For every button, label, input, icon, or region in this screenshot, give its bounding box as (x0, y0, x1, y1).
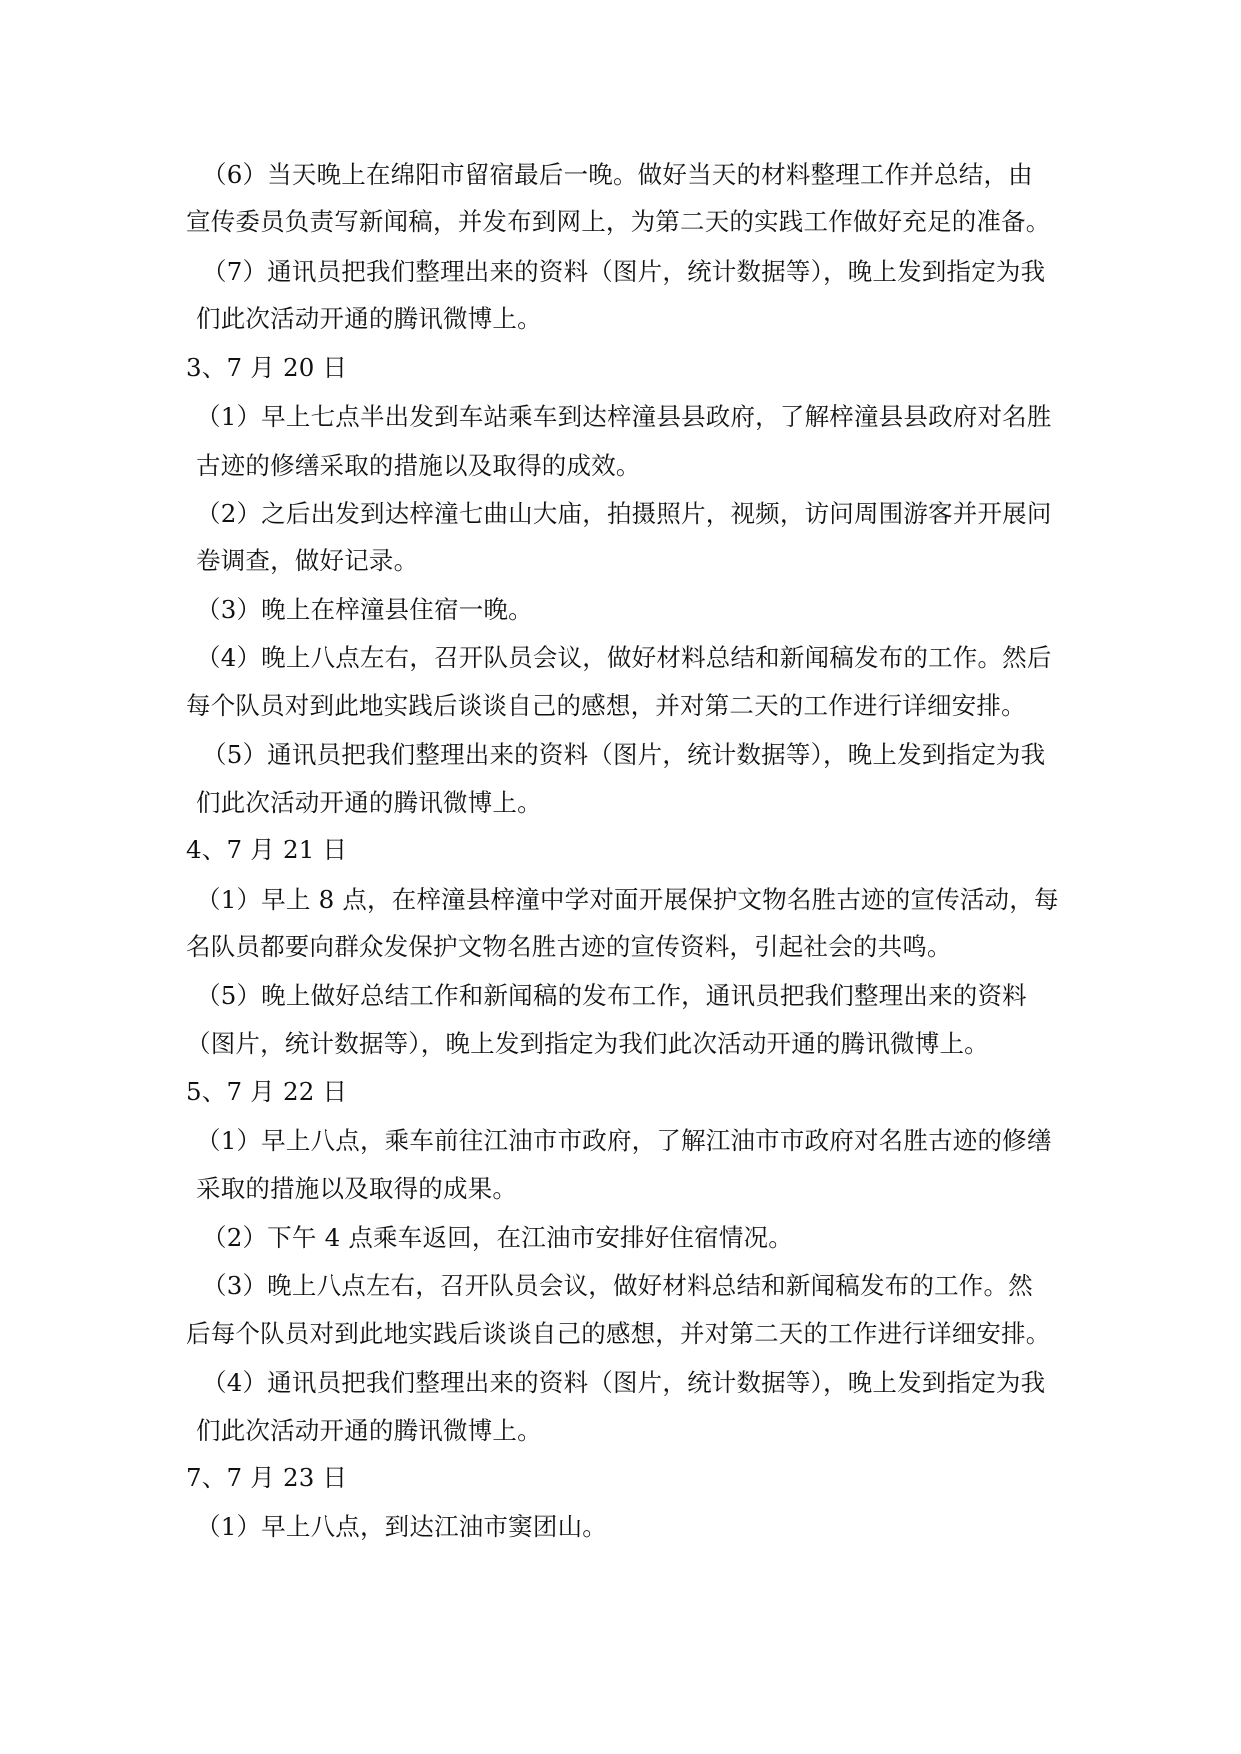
text-line: （4）晚上八点左右，召开队员会议，做好材料总结和新闻稿发布的工作。然后 (196, 643, 1052, 672)
text-line: （1）早上八点，乘车前往江油市市政府，了解江油市市政府对名胜古迹的修缮 (196, 1126, 1052, 1155)
text-line: （3）晚上八点左右，召开队员会议，做好材料总结和新闻稿发布的工作。然 (202, 1271, 1033, 1300)
text-line: 古迹的修缮采取的措施以及取得的成效。 (196, 451, 641, 480)
text-line: （2）之后出发到达梓潼七曲山大庙，拍摄照片，视频，访问周围游客并开展问 (196, 499, 1052, 528)
text-line: （图片，统计数据等），晚上发到指定为我们此次活动开通的腾讯微博上。 (186, 1029, 989, 1058)
text-line: 名队员都要向群众发保护文物名胜古迹的宣传资料，引起社会的共鸣。 (186, 932, 952, 961)
text-line: （7）通讯员把我们整理出来的资料（图片，统计数据等），晚上发到指定为我 (202, 257, 1046, 286)
text-line: （1）早上七点半出发到车站乘车到达梓潼县县政府，了解梓潼县县政府对名胜 (196, 402, 1052, 431)
section-heading: 3、7 月 20 日 (186, 353, 348, 382)
text-line: （5）通讯员把我们整理出来的资料（图片，统计数据等），晚上发到指定为我 (202, 740, 1046, 769)
text-line: （1）早上八点，到达江油市窦团山。 (196, 1512, 607, 1541)
text-line: 卷调查，做好记录。 (196, 546, 419, 575)
text-line: 采取的措施以及取得的成果。 (196, 1174, 518, 1203)
text-line: 们此次活动开通的腾讯微博上。 (196, 304, 542, 333)
text-line: （1）早上 8 点，在梓潼县梓潼中学对面开展保护文物名胜古迹的宣传活动，每 (196, 885, 1059, 914)
text-line: 们此次活动开通的腾讯微博上。 (196, 1416, 542, 1445)
text-line: （5）晚上做好总结工作和新闻稿的发布工作，通讯员把我们整理出来的资料 (196, 981, 1027, 1010)
section-heading: 4、7 月 21 日 (186, 835, 348, 864)
text-line: （4）通讯员把我们整理出来的资料（图片，统计数据等），晚上发到指定为我 (202, 1368, 1046, 1397)
text-line: 后每个队员对到此地实践后谈谈自己的感想，并对第二天的工作进行详细安排。 (186, 1319, 1051, 1348)
section-heading: 5、7 月 22 日 (186, 1077, 348, 1106)
text-line: （6）当天晚上在绵阳市留宿最后一晚。做好当天的材料整理工作并总结，由 (202, 160, 1033, 189)
text-line: 宣传委员负责写新闻稿，并发布到网上，为第二天的实践工作做好充足的准备。 (186, 207, 1051, 236)
text-line: 每个队员对到此地实践后谈谈自己的感想，并对第二天的工作进行详细安排。 (186, 691, 1026, 720)
text-line: （2）下午 4 点乘车返回，在江油市安排好住宿情况。 (202, 1223, 793, 1252)
text-line: （3）晚上在梓潼县住宿一晚。 (196, 595, 533, 624)
text-line: 们此次活动开通的腾讯微博上。 (196, 788, 542, 817)
section-heading: 7、7 月 23 日 (186, 1463, 348, 1492)
